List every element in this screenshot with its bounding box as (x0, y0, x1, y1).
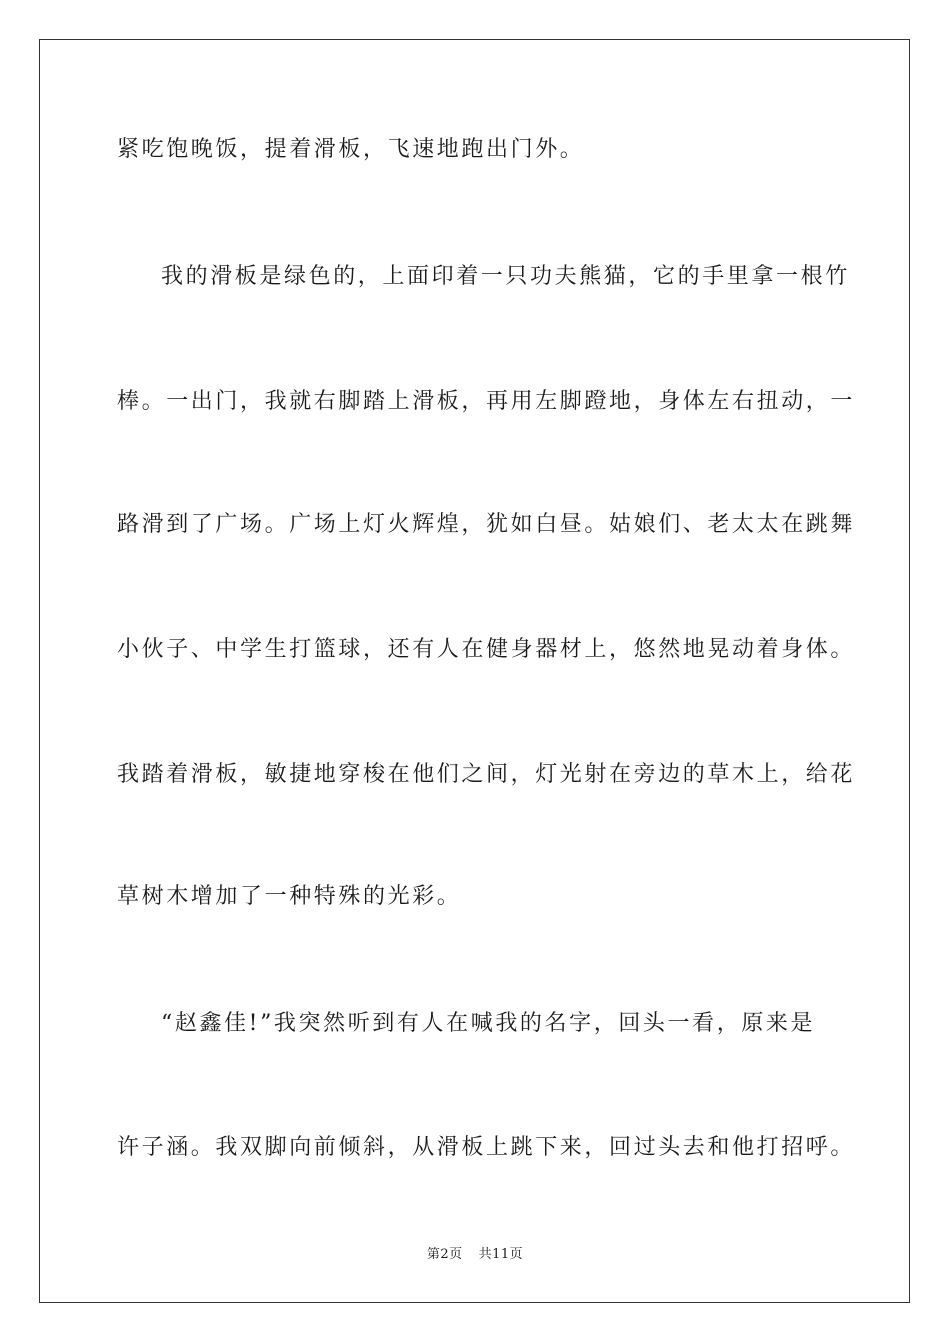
text-line: 我踏着滑板，敏捷地穿梭在他们之间，灯光射在旁边的草木上，给花 (117, 762, 856, 787)
page-total: 共11页 (478, 1247, 524, 1262)
text-line: “赵鑫佳!”我突然听到有人在喊我的名字，回头一看，原来是 (161, 1011, 816, 1036)
page-number: 第2页 (426, 1247, 463, 1262)
text-line: 路滑到了广场。广场上灯火辉煌，犹如白昼。姑娘们、老太太在跳舞 (117, 512, 856, 537)
text-line: 小伙子、中学生打篮球，还有人在健身器材上，悠然地晃动着身体。 (117, 637, 856, 662)
page-border (39, 39, 910, 1303)
text-line: 紧吃饱晚饭，提着滑板，飞速地跑出门外。 (117, 137, 585, 162)
text-line: 草树木增加了一种特殊的光彩。 (117, 884, 462, 909)
text-line: 许子涵。我双脚向前倾斜，从滑板上跳下来，回过头去和他打招呼。 (117, 1135, 856, 1160)
text-line: 棒。一出门，我就右脚踏上滑板，再用左脚蹬地，身体左右扭动，一 (117, 389, 856, 414)
text-line: 我的滑板是绿色的，上面印着一只功夫熊猫，它的手里拿一根竹 (161, 264, 850, 289)
page-footer (0, 1246, 950, 1264)
